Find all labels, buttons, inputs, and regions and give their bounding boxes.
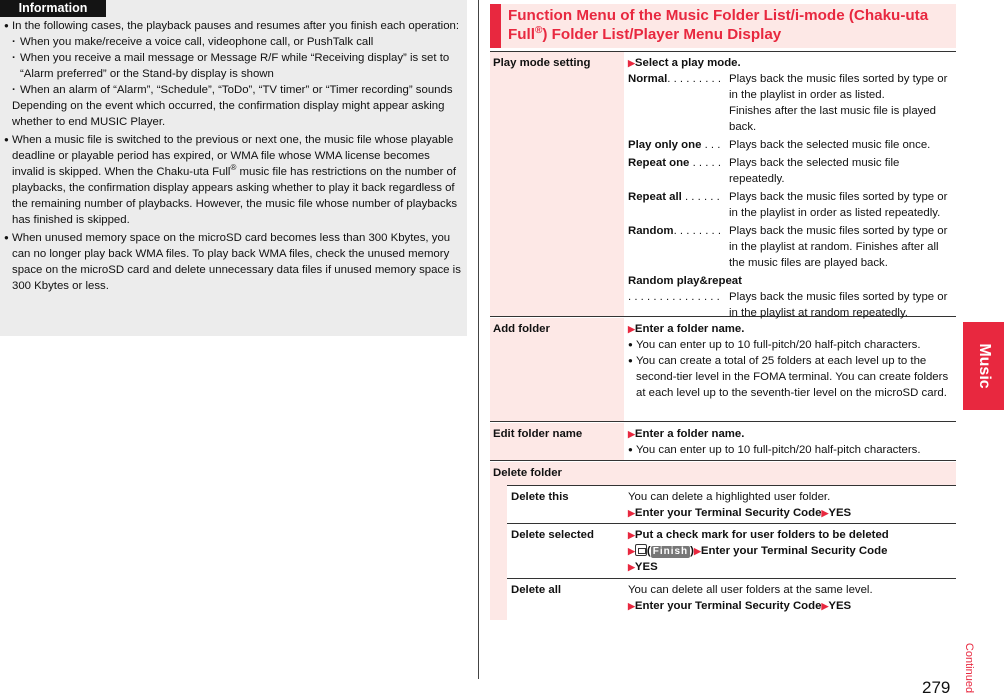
mode-random (628, 223, 956, 271)
mail-key-icon (635, 544, 647, 556)
mode-desc: Plays back the music files sorted by type or in the playlist in order as listed repeatedly. (729, 191, 948, 219)
mode-play-only-one (628, 137, 956, 153)
arrow-icon: ▶ (693, 546, 701, 556)
row-label-add-folder: Add folder (490, 318, 624, 421)
leader-dots: . . . . . (689, 157, 722, 169)
information-tag: Information (0, 0, 106, 17)
subrow-label-delete-selected: Delete selected (511, 529, 594, 541)
leader-dots: . . . . . . . . . (667, 73, 722, 85)
add-folder-content (628, 318, 956, 401)
info-bullet-3-text: When unused memory space on the microSD card becomes less than 300 Kbytes, you can no longer play back WMA files. To play back WMA files, check the unused memory space on the microSD card and delete unnecessary data files if unused memory space is 300 Kbytes or less. (12, 232, 461, 292)
leader-dots: . . . . . . . . (673, 225, 722, 237)
mode-name (628, 189, 729, 221)
info-note: Depending on the event which occurred, the confirmation display might appear asking whether to end MUSIC Player. (12, 100, 445, 128)
add-folder-action (628, 321, 956, 337)
yes-label: YES (828, 600, 852, 612)
subrow-label-delete-this: Delete this (511, 491, 569, 503)
mode-name (628, 137, 729, 153)
registered-mark: ® (230, 163, 237, 173)
arrow-icon: ▶ (628, 58, 635, 68)
mode-name-text: Repeat all (628, 191, 682, 203)
delete-all-action (628, 598, 956, 614)
add-folder-action-text: Enter a folder name. (634, 323, 745, 335)
row-add-folder (490, 318, 956, 422)
leader-dots: . . . . . . . . . . . . . . . (628, 291, 720, 303)
mode-desc-text-2: Finishes after the last music file is played back. (729, 105, 937, 133)
delete-all-action-text: Enter your Terminal Security Code (634, 600, 822, 612)
info-sub-item-1: · When you make/receive a voice call, videophone call, or PushTalk call (4, 34, 462, 50)
section-title (508, 6, 950, 44)
mode-desc: Plays back the selected music file once. (729, 139, 931, 151)
mode-repeat-all (628, 189, 956, 221)
info-sub-item-2: · When you receive a mail message or Message R/F while “Receiving display” is set to “Alarm preferred” or the Stand-by display is shown (4, 50, 462, 82)
mode-name-text: Random (628, 225, 674, 237)
info-bullet-1 (4, 18, 462, 34)
mode-normal (628, 71, 956, 135)
arrow-icon: ▶ (628, 508, 635, 518)
delete-this-action (628, 505, 956, 521)
arrow-icon: ▶ (628, 429, 635, 439)
mode-name-text: Normal (628, 73, 668, 85)
mode-name (628, 71, 729, 135)
mode-desc (729, 71, 956, 135)
info-bullet-3 (4, 230, 462, 294)
delete-all-content (628, 579, 956, 614)
subrow-delete-all (507, 579, 956, 620)
column-divider (478, 0, 479, 679)
yes-label: YES (828, 507, 852, 519)
subrow-label-delete-all: Delete all (511, 584, 562, 596)
mode-name-text: Repeat one (628, 157, 690, 169)
row-label-delete-folder: Delete folder (493, 467, 562, 479)
delete-this-text: You can delete a highlighted user folder. (628, 491, 831, 503)
row-label-play-mode: Play mode setting (490, 52, 624, 316)
edit-folder-note-1: ● You can enter up to 10 full-pitch/20 half-pitch characters. (628, 442, 956, 458)
title-accent (490, 4, 501, 48)
mode-desc: Plays back the selected music file repeatedly. (729, 157, 900, 185)
edit-folder-content (628, 423, 956, 458)
mode-name-text: Play only one (628, 139, 702, 151)
arrow-icon: ▶ (821, 508, 829, 518)
mode-random-play-repeat-desc (628, 289, 956, 321)
subrow-delete-this (507, 485, 956, 524)
add-folder-note-2: ● You can create a total of 25 folders at each level up to the second-tier level in the FOMA terminal. You can create folders at each level up to the seventh-tier level on the microSD card. (628, 353, 956, 401)
edit-folder-action (628, 426, 956, 442)
delete-selected-action-text: Put a check mark for user folders to be deleted (634, 529, 889, 541)
subrow-delete-selected (507, 524, 956, 579)
delete-selected-yes (628, 559, 956, 575)
delete-selected-action-2: ▶ ( Finish )▶Enter your Terminal Security Code (628, 545, 888, 557)
arrow-icon: ▶ (628, 562, 635, 572)
mode-desc-text: Plays back the music files sorted by type or in the playlist in order as listed. (729, 73, 948, 101)
row-edit-folder-name (490, 423, 956, 461)
arrow-icon: ▶ (628, 546, 635, 556)
add-folder-note-1: ● You can enter up to 10 full-pitch/20 half-pitch characters. (628, 337, 956, 353)
section-title-bar (490, 4, 956, 48)
delete-selected-action (628, 527, 956, 543)
music-side-tab (963, 322, 1004, 410)
title-pre: Function Menu of the Music Folder List/i-mode (Chaku-uta Full (508, 7, 929, 43)
arrow-icon: ▶ (821, 601, 829, 611)
play-mode-action (628, 55, 956, 71)
delete-all-text: You can delete all user folders at the same level. (628, 584, 873, 596)
mode-desc: Plays back the music files sorted by type or in the playlist at random repeatedly. (729, 291, 948, 319)
delete-this-content (628, 486, 956, 521)
yes-label: YES (634, 561, 658, 573)
play-mode-content (628, 52, 956, 321)
delete-folder-side-bg (490, 485, 507, 620)
title-post: ) Folder List/Player Menu Display (542, 26, 782, 43)
information-content (4, 18, 462, 294)
edit-folder-action-text: Enter a folder name. (634, 428, 745, 440)
info-bullet-1-text: In the following cases, the playback pauses and resumes after you finish each operation: (12, 20, 460, 32)
info-bullet-2-pre: When a music file is switched to the previous or next one, the music file whose playable deadline or playable period has expired, or WMA file whose WMA license becomes invalid is skipped. When the Chaku-uta Full (12, 134, 454, 178)
play-mode-action-text: Select a play mode. (634, 57, 741, 69)
info-bullet-2-post: music file has restrictions on the number of playbacks, the confirmation display appears asking whether to play it back regardless of the remaining number of playbacks. However, the music file whose number of playbacks has finished is skipped. (12, 166, 458, 226)
information-box (0, 0, 467, 336)
delete-this-action-text: Enter your Terminal Security Code (634, 507, 822, 519)
title-registered-mark: ® (535, 24, 543, 36)
continued-label: Continued (963, 642, 975, 694)
row-play-mode (490, 52, 956, 317)
delete-selected-action2-text: Enter your Terminal Security Code (700, 545, 888, 557)
side-tab-label: Music (975, 343, 993, 389)
mode-repeat-one (628, 155, 956, 187)
arrow-icon: ▶ (628, 324, 635, 334)
mode-name (628, 155, 729, 187)
mode-name (628, 223, 729, 271)
arrow-icon: ▶ (628, 530, 635, 540)
page-number: 279 (922, 678, 951, 697)
leader-dots: . . . (701, 139, 721, 151)
info-bullet-2 (4, 132, 462, 228)
mode-random-play-repeat: Random play&repeat (628, 275, 742, 287)
delete-selected-content (628, 524, 956, 575)
arrow-icon: ▶ (628, 601, 635, 611)
finish-softkey-icon: Finish (652, 546, 689, 557)
mode-desc: Plays back the music files sorted by type or in the playlist at random. Finishes after all the music files are played back. (729, 225, 948, 269)
leader-dots: . . . . . . (681, 191, 720, 203)
info-sub-item-3: · When an alarm of “Alarm”, “Schedule”, “ToDo”, “TV timer” or “Timer recording” sounds (4, 82, 462, 98)
continued-marker (957, 640, 981, 696)
row-label-edit-folder-name: Edit folder name (490, 423, 624, 460)
